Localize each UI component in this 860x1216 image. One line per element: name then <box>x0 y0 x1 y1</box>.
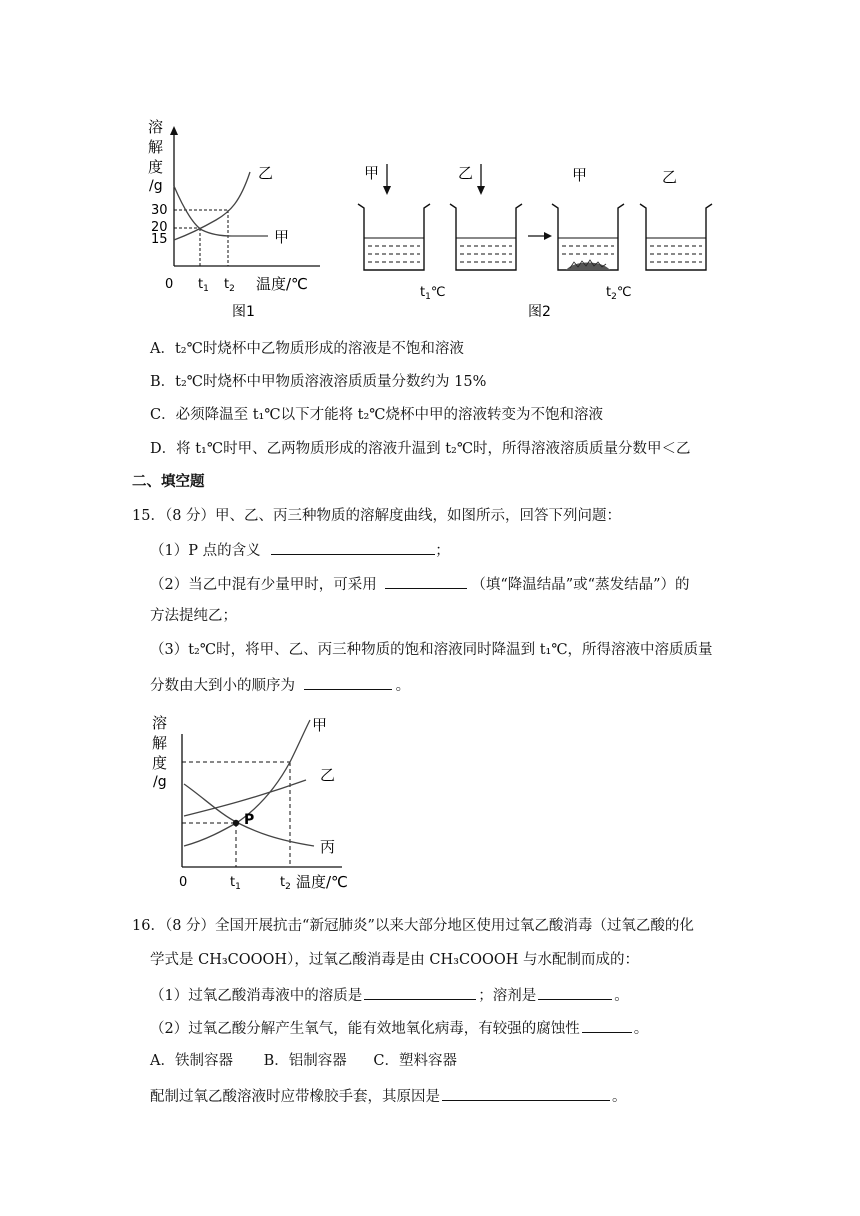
beaker-4-label: 乙 <box>662 168 678 186</box>
q15-part2-text-a: （2）当乙中混有少量甲时，可采用 <box>150 577 377 593</box>
q15-part3-end: 。 <box>395 678 411 694</box>
beaker-3-label: 甲 <box>572 166 588 184</box>
q16-part3-end: 。 <box>612 1089 627 1105</box>
section-heading: 二、填空题 <box>132 473 205 490</box>
q14-option-d: D．将 t₁℃时甲、乙两物质形成的溶液升温到 t₂℃时，所得溶液溶质质量分数甲＜乙 <box>150 441 691 457</box>
fig3-xtick-t2: $t_2$ <box>280 875 291 892</box>
q15-part2 <box>150 574 690 594</box>
q15-part3-text: 分数由大到小的顺序为 <box>150 678 295 694</box>
fig1-caption: 图1 <box>232 304 255 320</box>
q15-part1-end: ； <box>435 543 450 559</box>
fig3-curve-yi-label: 乙 <box>320 766 336 784</box>
fig3-point-p: P <box>244 812 255 828</box>
fig1-curve-jia-label: 甲 <box>274 228 290 246</box>
q16-option-b: B．铝制容器 <box>263 1053 347 1069</box>
fig1-ytick-20: 20 <box>151 220 168 235</box>
q16-answer-blank-solute[interactable] <box>364 985 476 1000</box>
fig1-xtick-t1: $t_1$ <box>198 277 209 294</box>
beaker-2 <box>450 164 522 270</box>
q15-answer-blank-1[interactable] <box>271 540 435 555</box>
q16-option-a: A．铁制容器 <box>150 1053 233 1069</box>
fig3-xlabel: 温度/℃ <box>296 873 348 891</box>
q16-part1-text-a: （1）过氧乙酸消毒液中的溶质是 <box>150 988 363 1004</box>
q16-part1-end: 。 <box>614 988 629 1004</box>
fig1-ylabel-2: 解 <box>148 138 164 156</box>
q15-answer-blank-2[interactable] <box>385 574 467 589</box>
fig3-curve-bing-label: 丙 <box>320 838 336 856</box>
beaker-1 <box>358 164 430 270</box>
q16-answer-blank-solvent[interactable] <box>538 985 612 1000</box>
q15-part1-text: （1）P 点的含义 <box>150 543 261 559</box>
beaker-2-label: 乙 <box>458 164 474 182</box>
fig3-ylabel-1: 溶 <box>152 714 168 732</box>
q16-option-c: C．塑料容器 <box>373 1053 457 1069</box>
q16-stem-line1: 16．（8 分）全国开展抗击“新冠肺炎”以来大部分地区使用过氧乙酸消毒（过氧乙酸的化 <box>132 918 694 934</box>
fig3-curve-jia-label: 甲 <box>312 716 328 734</box>
q15-part1 <box>150 540 450 560</box>
q16-part3 <box>150 1086 627 1106</box>
fig1-ytick-30: 30 <box>151 203 168 218</box>
q15-part2-text-b: （填“降温结晶”或“蒸发结晶”）的 <box>471 577 690 593</box>
q14-option-a: A．t₂℃时烧杯中乙物质形成的溶液是不饱和溶液 <box>150 341 464 357</box>
q15-part3-cont <box>150 675 410 695</box>
fig2-caption: 图2 <box>528 304 551 320</box>
fig3-origin: 0 <box>179 875 188 890</box>
q14-option-c: C．必须降温至 t₁℃以下才能将 t₂℃烧杯中甲的溶液转变为不饱和溶液 <box>150 407 604 423</box>
fig2-temp-left: $t_1℃$ <box>420 285 446 302</box>
figure-1-solubility-chart <box>140 112 340 322</box>
beaker-4 <box>640 168 712 270</box>
fig3-ylabel-3: 度 <box>152 754 168 772</box>
fig1-xtick-t2: $t_2$ <box>224 277 235 294</box>
q15-part3: （3）t₂℃时，将甲、乙、丙三种物质的饱和溶液同时降温到 t₁℃，所得溶液中溶质质量 <box>150 642 713 658</box>
q16-options <box>150 1052 457 1070</box>
q14-option-b: B．t₂℃时烧杯中甲物质溶液溶质质量分数约为 15% <box>150 374 487 390</box>
beaker-1-label: 甲 <box>364 164 380 182</box>
fig1-curve-yi-label: 乙 <box>258 164 274 182</box>
q16-answer-blank-container[interactable] <box>582 1018 632 1033</box>
figure-3-solubility-chart <box>146 712 366 892</box>
fig1-origin: 0 <box>165 277 174 292</box>
q16-part2 <box>150 1018 648 1038</box>
fig1-ytick-15: 15 <box>151 232 168 247</box>
fig3-ylabel-4: /g <box>153 774 167 790</box>
q16-answer-blank-reason[interactable] <box>442 1086 610 1101</box>
fig2-temp-right: $t_2℃$ <box>606 285 632 302</box>
q16-part2-end: 。 <box>633 1021 649 1037</box>
q15-part2-cont: 方法提纯乙； <box>150 608 237 624</box>
q16-part1 <box>150 985 629 1005</box>
q16-stem-line2: 学式是 CH₃COOOH），过氧乙酸消毒是由 CH₃COOOH 与水配制而成的： <box>150 952 639 968</box>
fig1-xlabel: 温度/℃ <box>256 275 308 293</box>
fig3-xtick-t1: $t_1$ <box>230 875 241 892</box>
beaker-3 <box>552 166 624 270</box>
fig1-ylabel-4: /g <box>149 178 163 194</box>
q16-part1-text-b: ；溶剂是 <box>478 988 537 1004</box>
q15-answer-blank-3[interactable] <box>304 675 392 690</box>
figure-2-beakers <box>350 158 720 324</box>
fig3-ylabel-2: 解 <box>152 734 168 752</box>
fig1-ylabel-3: 度 <box>148 158 164 176</box>
q16-part2-text: （2）过氧乙酸分解产生氧气，能有效地氧化病毒，有较强的腐蚀性 <box>150 1021 580 1037</box>
q16-part3-text: 配制过氧乙酸溶液时应带橡胶手套，其原因是 <box>150 1089 440 1105</box>
q15-stem: 15．（8 分）甲、乙、丙三种物质的溶解度曲线，如图所示，回答下列问题： <box>132 508 622 524</box>
fig1-ylabel-1: 溶 <box>148 118 164 136</box>
